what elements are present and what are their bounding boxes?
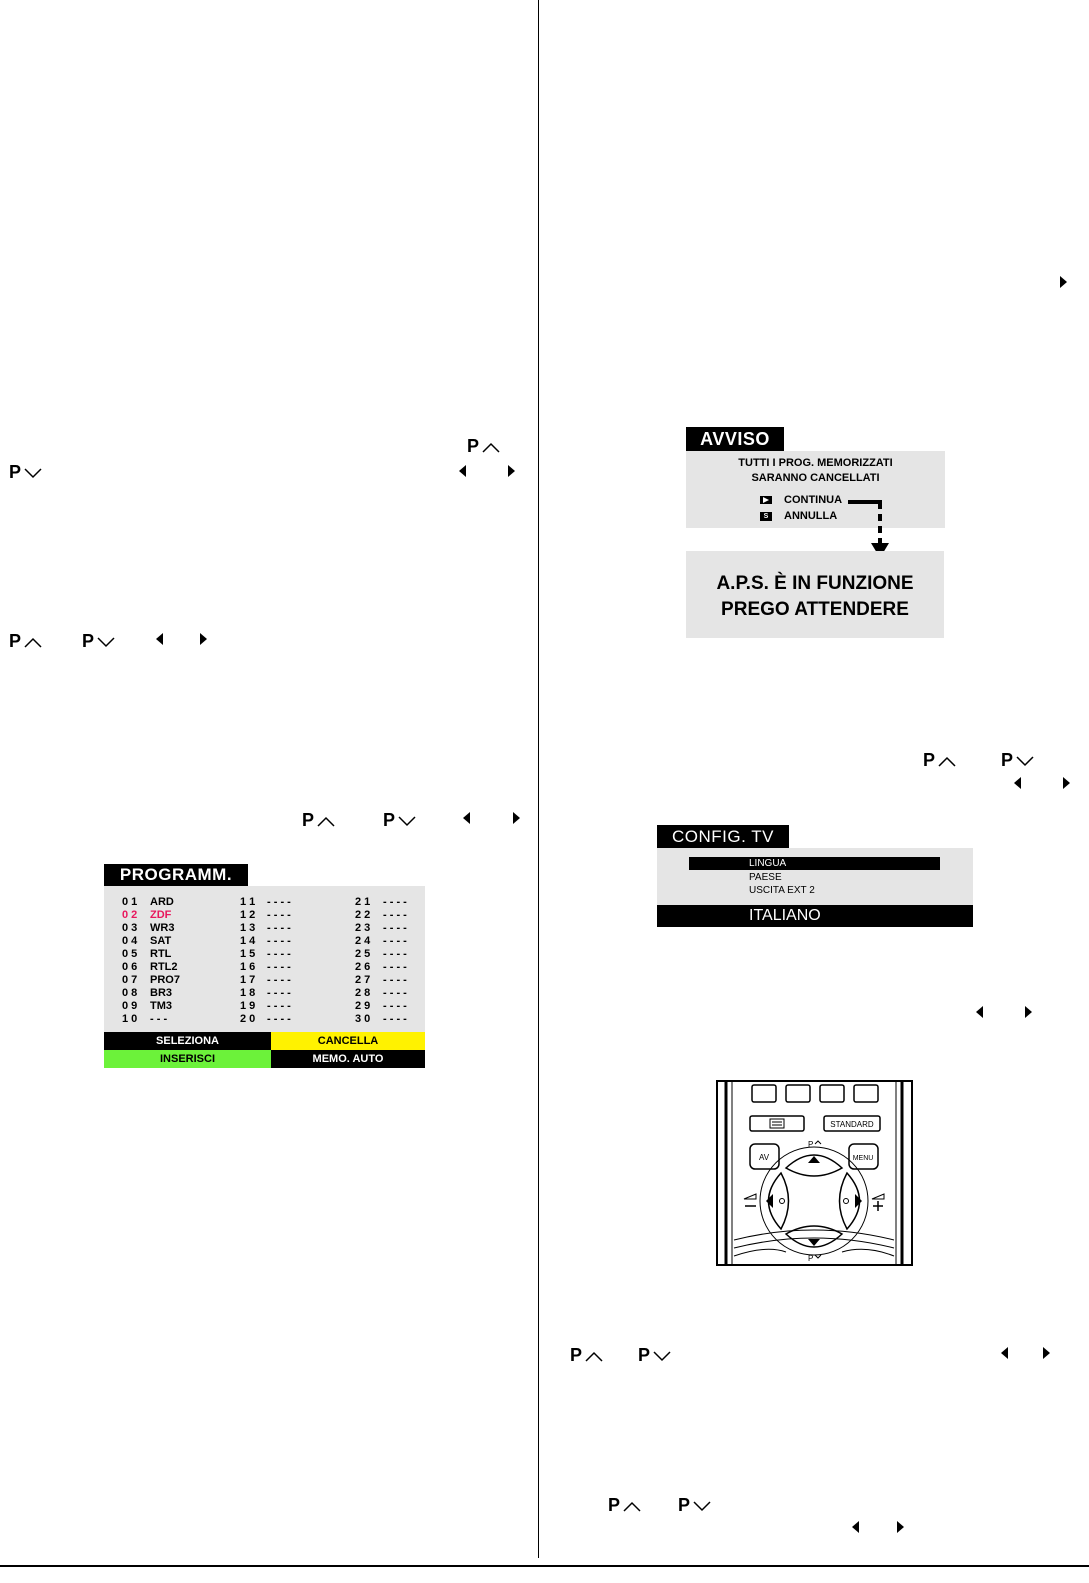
prog-name: - - - - — [267, 974, 291, 986]
standard-button-label: STANDARD — [830, 1120, 874, 1129]
aps-line1: A.P.S. È IN FUNZIONE — [716, 573, 914, 594]
prog-number: 2 6 — [355, 961, 371, 973]
prog-name: - - - - — [267, 935, 291, 947]
prog-name: - - - - — [383, 948, 407, 960]
prog-number: 3 0 — [355, 1013, 371, 1025]
annulla-option[interactable] — [760, 510, 837, 522]
p-down-icon — [678, 1495, 711, 1516]
arrow-left-icon — [1001, 1347, 1008, 1359]
p-up-icon — [467, 436, 500, 457]
cancella-button[interactable]: CANCELLA — [271, 1032, 425, 1050]
p-up-icon — [923, 750, 956, 771]
arrow-left-icon — [852, 1521, 859, 1533]
avviso-line1: TUTTI I PROG. MEMORIZZATI — [738, 457, 893, 469]
prog-name: - - - - — [383, 909, 407, 921]
prog-name: - - - - — [383, 935, 407, 947]
prog-name: - - - - — [267, 961, 291, 973]
prog-name: SAT — [150, 935, 172, 947]
p-up-icon — [608, 1495, 641, 1516]
prog-name: - - - - — [267, 922, 291, 934]
p-down-icon — [1001, 750, 1034, 771]
prog-name: - - - — [150, 1013, 168, 1025]
prog-name: - - - - — [267, 948, 291, 960]
prog-name: RTL2 — [150, 961, 178, 973]
prog-name: ZDF — [150, 909, 172, 921]
prog-number: 0 5 — [122, 948, 138, 960]
arrow-right-icon — [508, 465, 515, 477]
svg-text:AV: AV — [758, 1153, 770, 1162]
prog-number: 2 0 — [240, 1013, 256, 1025]
prog-name: - - - - — [383, 987, 407, 999]
config-value-bar — [657, 905, 973, 927]
p-up-icon — [570, 1345, 603, 1366]
p-letter: P — [570, 1345, 583, 1365]
svg-text:P: P — [808, 1140, 814, 1149]
p-down-icon — [638, 1345, 671, 1366]
prog-number: 2 1 — [355, 896, 371, 908]
prog-name: WR3 — [150, 922, 175, 934]
aps-panel — [686, 551, 944, 638]
prog-name: - - - - — [383, 1000, 407, 1012]
s-key-icon: S — [760, 512, 772, 521]
inserisci-button[interactable]: INSERISCI — [104, 1050, 271, 1068]
prog-number: 0 4 — [122, 935, 138, 947]
prog-name: - - - - — [267, 1000, 291, 1012]
p-down-icon — [82, 631, 115, 652]
p-letter: P — [678, 1495, 691, 1515]
continua-label: CONTINUA — [784, 494, 843, 506]
prog-number: 2 5 — [355, 948, 371, 960]
prog-number: 1 9 — [240, 1000, 256, 1012]
prog-name: - - - - — [383, 922, 407, 934]
prog-name: - - - - — [267, 987, 291, 999]
arrow-left-icon — [1014, 777, 1021, 789]
prog-number: 2 3 — [355, 922, 371, 934]
p-down-icon — [383, 810, 416, 831]
prog-number: 1 3 — [240, 922, 256, 934]
remote-control-illustration — [716, 1080, 913, 1266]
play-icon — [760, 496, 772, 504]
arrow-left-icon — [463, 812, 470, 824]
config-item-paese[interactable]: PAESE — [749, 872, 782, 883]
p-letter: P — [638, 1345, 651, 1365]
prog-name: - - - - — [383, 974, 407, 986]
prog-number: 0 7 — [122, 974, 138, 986]
prog-number: 0 6 — [122, 961, 138, 973]
prog-number: 0 1 — [122, 896, 138, 908]
prog-name: BR3 — [150, 987, 173, 999]
prog-number: 2 8 — [355, 987, 371, 999]
config-value: ITALIANO — [749, 907, 821, 924]
prog-number: 0 3 — [122, 922, 138, 934]
prog-number: 1 7 — [240, 974, 256, 986]
prog-name: - - - - — [267, 1013, 291, 1025]
prog-number: 1 0 — [122, 1013, 138, 1025]
prog-name: - - - - — [267, 909, 291, 921]
avviso-title: AVVISO — [686, 427, 784, 451]
prog-number: 2 2 — [355, 909, 371, 921]
prog-number: 0 9 — [122, 1000, 138, 1012]
prog-name: RTL — [150, 948, 172, 960]
p-up-icon — [9, 631, 42, 652]
prog-number: 1 2 — [240, 909, 256, 921]
prog-name: PRO7 — [150, 974, 180, 986]
svg-text:P: P — [808, 1254, 814, 1263]
programm-title: PROGRAMM. — [104, 864, 248, 886]
arrow-right-icon — [1063, 777, 1070, 789]
config-item-uscita[interactable]: USCITA EXT 2 — [749, 885, 815, 896]
prog-number: 1 6 — [240, 961, 256, 973]
avviso-line2: SARANNO CANCELLATI — [751, 472, 880, 484]
prog-number: 1 8 — [240, 987, 256, 999]
prog-number: 0 8 — [122, 987, 138, 999]
arrow-right-icon — [1060, 276, 1067, 288]
prog-number: 1 1 — [240, 896, 256, 908]
prog-number: 0 2 — [122, 909, 138, 921]
aps-line2: PREGO ATTENDERE — [721, 599, 909, 620]
arrow-right-icon — [200, 633, 207, 645]
page-bottom-rule — [0, 1565, 1089, 1567]
prog-name: ARD — [150, 896, 174, 908]
seleziona-button[interactable]: SELEZIONA — [104, 1032, 271, 1050]
prog-number: 2 4 — [355, 935, 371, 947]
column-divider — [538, 0, 539, 1558]
arrow-right-icon — [1025, 1006, 1032, 1018]
prog-number: 2 9 — [355, 1000, 371, 1012]
p-letter: P — [9, 462, 22, 482]
p-letter: P — [608, 1495, 621, 1515]
arrow-left-icon — [976, 1006, 983, 1018]
prog-number: 2 7 — [355, 974, 371, 986]
arrow-left-icon — [459, 465, 466, 477]
svg-text:MENU: MENU — [852, 1155, 874, 1162]
prog-name: - - - - — [267, 896, 291, 908]
config-title: CONFIG. TV — [657, 825, 789, 848]
config-item-lingua[interactable] — [689, 857, 940, 870]
arrow-right-icon — [1043, 1347, 1050, 1359]
prog-name: - - - - — [383, 1013, 407, 1025]
p-letter: P — [82, 631, 95, 651]
p-letter: P — [302, 810, 315, 830]
arrow-left-icon — [156, 633, 163, 645]
arrow-right-icon — [513, 812, 520, 824]
config-item-label: LINGUA — [749, 858, 787, 869]
p-up-icon — [302, 810, 335, 831]
continua-option[interactable] — [760, 494, 842, 506]
prog-name: - - - - — [383, 961, 407, 973]
p-letter: P — [467, 436, 480, 456]
prog-number: 1 4 — [240, 935, 256, 947]
prog-number: 1 5 — [240, 948, 256, 960]
arrow-right-icon — [897, 1521, 904, 1533]
p-letter: P — [9, 631, 22, 651]
memo-auto-button[interactable]: MEMO. AUTO — [271, 1050, 425, 1068]
p-down-icon — [9, 462, 42, 483]
p-letter: P — [383, 810, 396, 830]
prog-name: - - - - — [383, 896, 407, 908]
avviso-panel — [686, 451, 945, 528]
annulla-label: ANNULLA — [784, 510, 838, 522]
prog-name: TM3 — [150, 1000, 172, 1012]
p-letter: P — [1001, 750, 1014, 770]
p-letter: P — [923, 750, 936, 770]
